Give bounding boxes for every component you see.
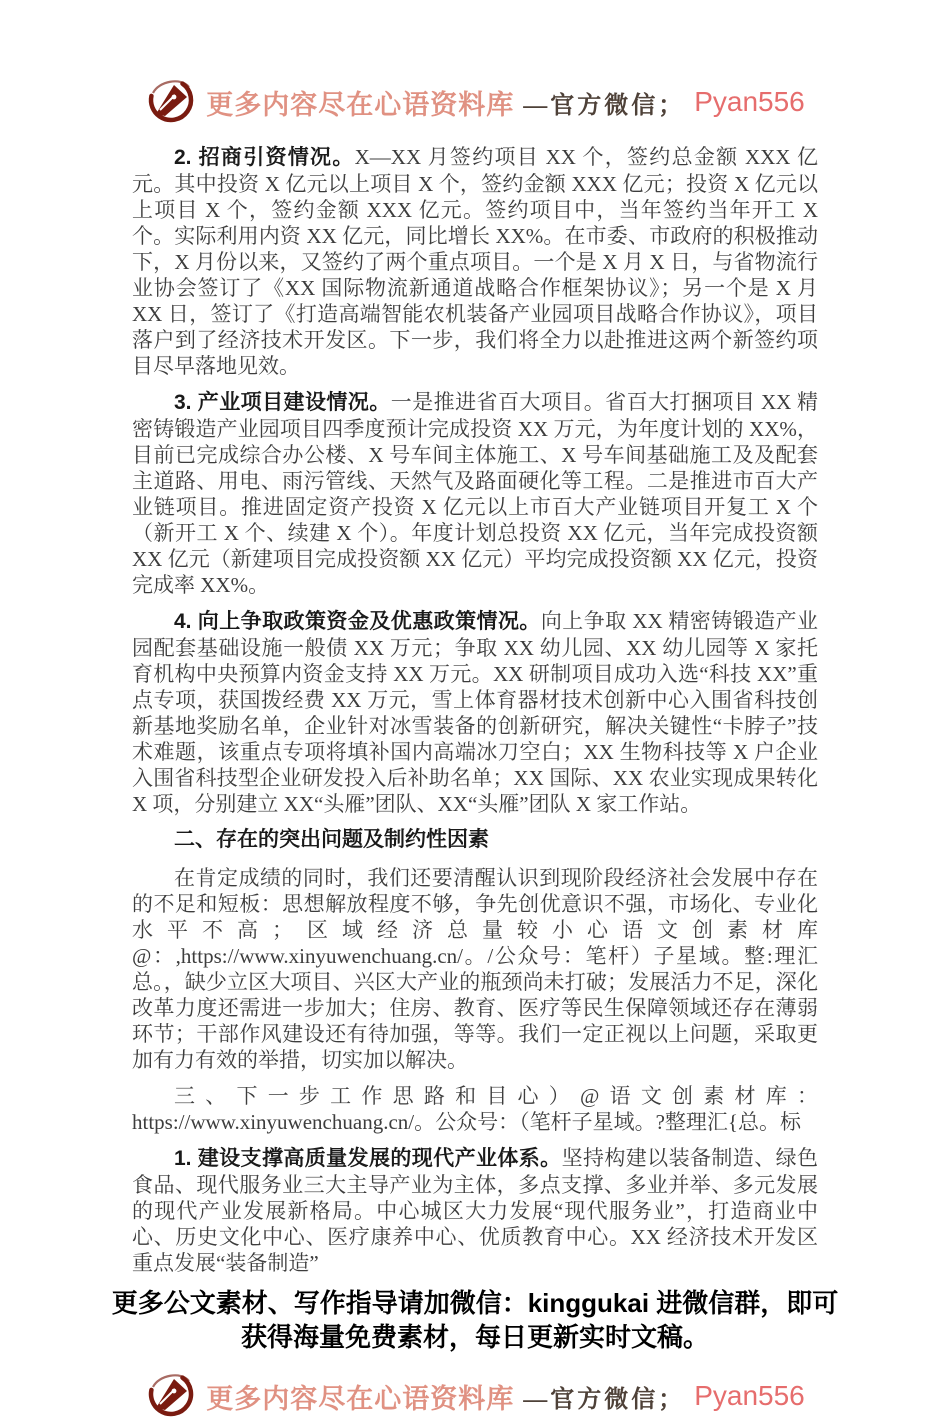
brand-wechat-id: Pyan556 bbox=[694, 1380, 805, 1411]
paragraph-text: 向上争取 XX 精密铸锻造产业园配套基础设施一般债 XX 万元；争取 XX 幼儿园、XX 幼儿园等 X 家托育机构中央预算内资金支持 XX 万元。XX 研制项目成功入选“科技 XX”重点专项，获国拨经费 XX 万元，雪上体育器材技术创新中心入围省科技创新基地奖励名单，企业针对冰雪装备的创新研究，解决关键性“卡脖子”技术难题，该重点专项将填补国内高端冰刀空白；XX 生物科技等 X 户企业入围省科技型企业研发投入后补助名单；XX 国际、XX 农业实现成果转化 X 项，分别建立 XX“头雁”团队、XX“头雁”团队 X 家工作站。 bbox=[132, 609, 818, 816]
brand-text-label: —官方微信； bbox=[523, 92, 686, 119]
paragraph-next-steps: 三、下一步工作思路和目心）@语文创素材库：https://www.xinyuwenchuang.cn/。公众号：（笔杆子星域。?整理汇{总。标 bbox=[132, 1084, 818, 1134]
paragraph-lead: 1. 建设支撑高质量发展的现代产业体系。 bbox=[174, 1147, 562, 1170]
pen-circle-logo-icon bbox=[145, 1367, 197, 1426]
paragraph-policy-funds bbox=[132, 608, 818, 817]
paragraph-problems: 在肯定成绩的同时，我们还要清醒认识到现阶段经济社会发展中存在的不足和短板：思想解放程度不够，争先创优意识不强，市场化、专业化水平不高；区域经济总量较小心语文创素材库@：,https://www.xinyuwenchuang.cn/。/公众号：笔杆）子星域。整:理汇总。，缺少立区大项目、兴区大产业的瓶颈尚未打破；发展活力不足，深化改革力度还需进一步加大；住房、教育、医疗等民生保障领域还存在薄弱环节；干部作风建设还有待加强，等等。我们一定正视以上问题，采取更加有力有效的举措，切实加以解决。 bbox=[132, 866, 818, 1072]
paragraph-lead: 2. 招商引资情况。 bbox=[174, 146, 355, 169]
paragraph-lead: 3. 产业项目建设情况。 bbox=[174, 391, 391, 414]
promo-line-1: 更多公文素材、写作指导请加微信：kinggukai 进微信群，即可 bbox=[111, 1288, 839, 1318]
brand-text-main: 更多内容尽在心语资料库 bbox=[206, 89, 515, 120]
paragraph-lead: 4. 向上争取政策资金及优惠政策情况。 bbox=[174, 610, 541, 633]
paragraph-text: X—XX 月签约项目 XX 个，签约总金额 XXX 亿元。其中投资 X 亿元以上项目 X 个，签约金额 XXX 亿元；投资 X 亿元以上项目 X 个，签约金额 XXX 亿元。签约项目中，当年签约当年开工 X 个。实际利用内资 XX 亿元，同比增长 XX%。在市委、市政府的积极推动下，X 月份以来，又签约了两个重点项目。一个是 X 月 X 日，与省物流行业协会签订了《XX 国际物流新通道战略合作框架协议》；另一个是 X 月 XX 日，签订了《打造高端智能农机装备产业园项目战略合作协议》，项目落户到了经济技术开发区。下一步，我们将全力以赴推进这两个新签约项目尽早落地见效。 bbox=[132, 145, 818, 378]
brand-text-main: 更多内容尽在心语资料库 bbox=[206, 1383, 515, 1414]
paragraph-modern-industry bbox=[132, 1145, 818, 1276]
brand-wechat-id: Pyan556 bbox=[694, 86, 805, 117]
document-page bbox=[0, 74, 950, 1418]
promo-line-2: 获得海量免费素材，每日更新实时文稿。 bbox=[240, 1322, 709, 1352]
paragraph-text: 坚持构建以装备制造、绿色食品、现代服务业三大主导产业为主体，多点支撑、多业并举、多元发展的现代产业发展新格局。中心城区大力发展“现代服务业”，打造商业中心、历史文化中心、医疗康养中心、优质教育中心。XX 经济技术开发区重点发展“装备制造” bbox=[132, 1146, 818, 1275]
pen-circle-logo-icon bbox=[145, 73, 197, 132]
paragraph-industrial-projects bbox=[132, 389, 818, 598]
footer-brand bbox=[0, 1368, 950, 1424]
promo-banner bbox=[0, 1286, 950, 1354]
heading-problems-section: 二、存在的突出问题及制约性因素 bbox=[174, 828, 489, 851]
brand-text-label: —官方微信； bbox=[523, 1386, 686, 1413]
header-brand bbox=[0, 74, 950, 130]
paragraph-investment-attraction bbox=[132, 144, 818, 379]
document-content bbox=[132, 144, 818, 1276]
paragraph-text: 一是推进省百大项目。省百大打捆项目 XX 精密铸锻造产业园项目四季度预计完成投资 XX 万元，为年度计划的 XX%，目前已完成综合办公楼、X 号车间主体施工、X 号车间基础施工及及配套主道路、用电、雨污管线、天然气及路面硬化等工程。二是推进市百大产业链项目。推进固定资产投资 X 亿元以上市百大产业链项目开复工 X 个（新开工 X 个、续建 X 个）。年度计划总投资 XX 亿元，当年完成投资额 XX 亿元（新建项目完成投资额 XX 亿元）平均完成投资额 XX 亿元，投资完成率 XX%。 bbox=[132, 390, 818, 597]
